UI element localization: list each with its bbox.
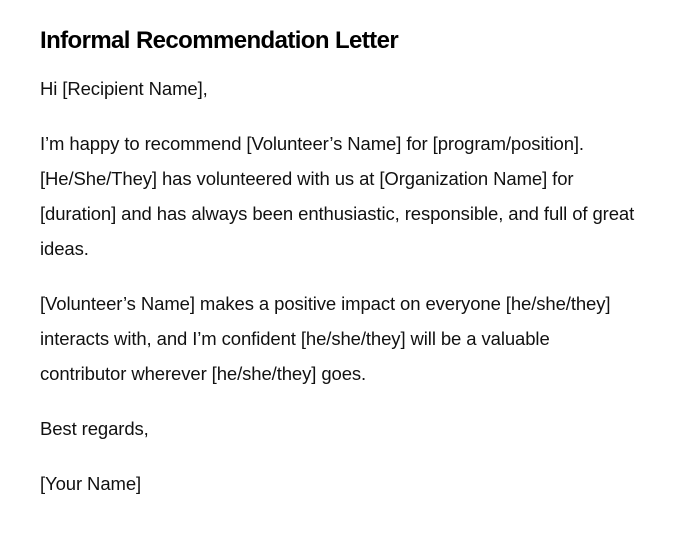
signature: [Your Name]	[40, 473, 142, 494]
paragraph-2: [Volunteer’s Name] makes a positive impact on everyone [he/she/they] interacts with, and I’m confident [he/she/they] will be a valuable contributor wherever [he/she/they] goes.	[40, 293, 611, 384]
greeting: Hi [Recipient Name],	[40, 78, 208, 99]
closing: Best regards,	[40, 418, 149, 439]
document-title: Informal Recommendation Letter	[40, 27, 399, 54]
paragraph-1: I’m happy to recommend [Volunteer’s Name] for [program/position]. [He/She/They] has volunteered with us at [Organization Name] for [duration] and has always been enthusiastic, responsible, and full of great ideas.	[40, 133, 635, 259]
